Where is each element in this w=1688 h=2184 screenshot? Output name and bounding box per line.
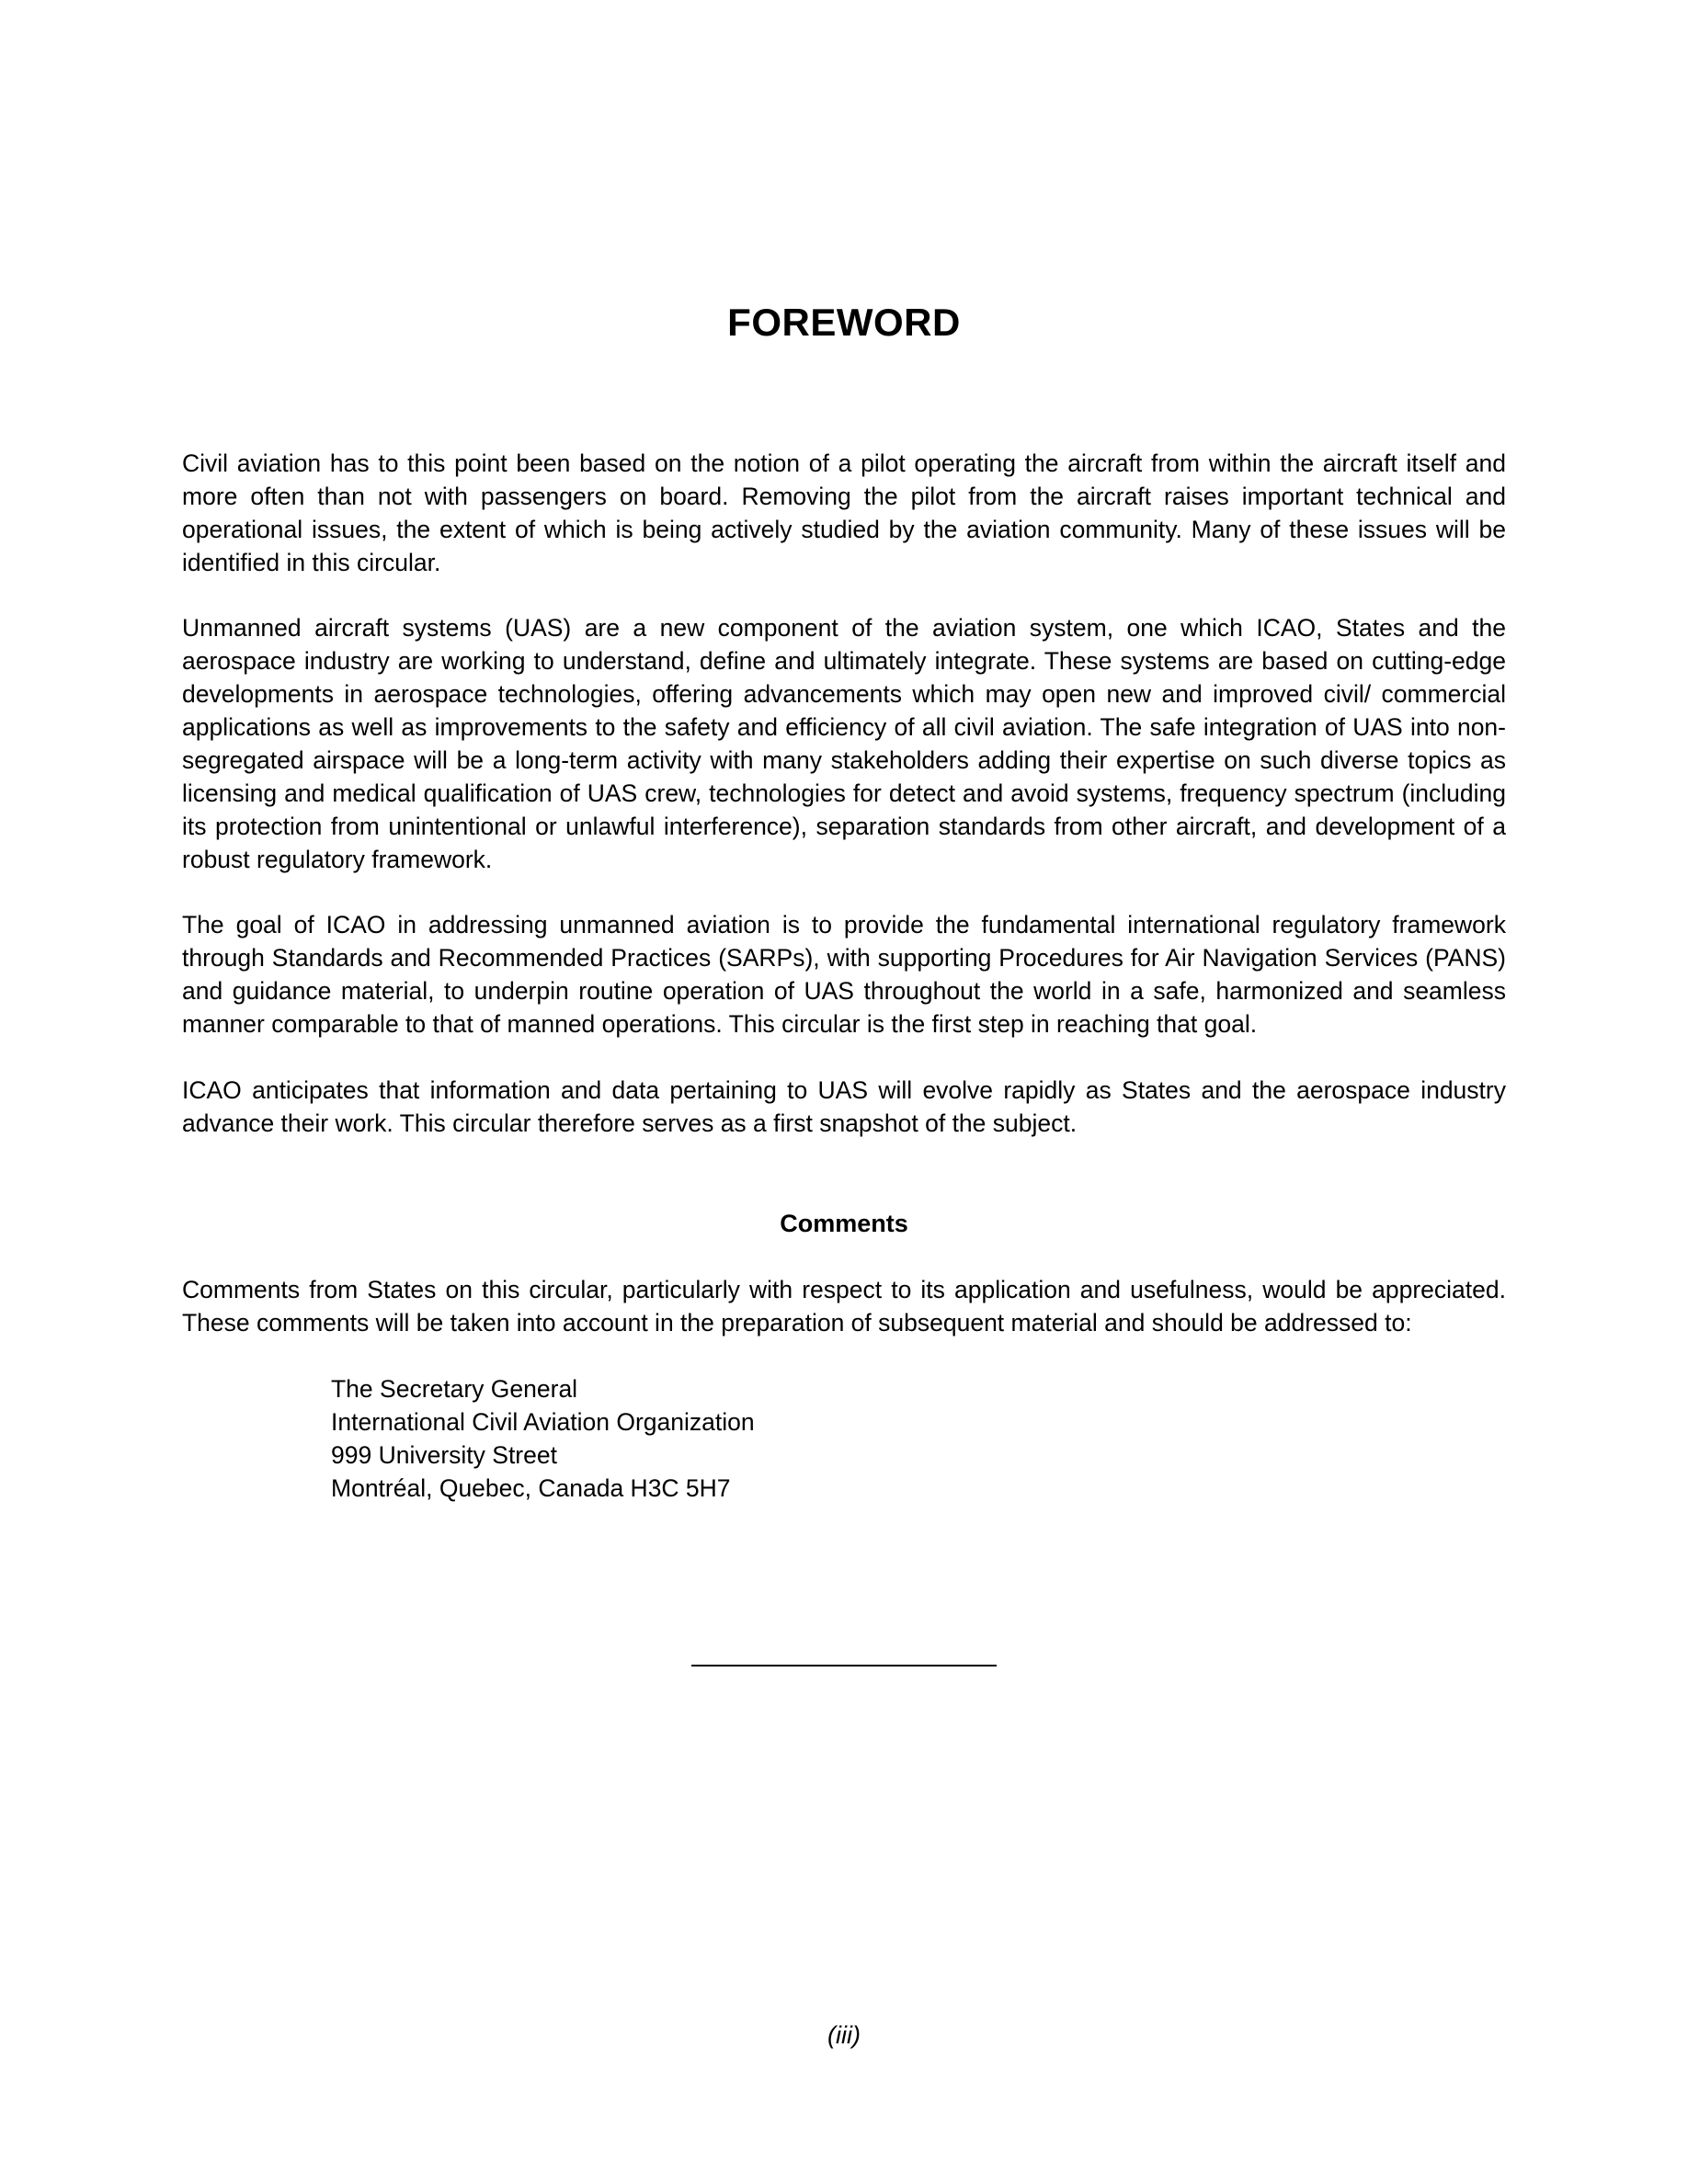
page-title: FOREWORD <box>727 301 961 344</box>
address-line-recipient: The Secretary General <box>331 1375 578 1403</box>
comments-heading: Comments <box>780 1210 908 1237</box>
mailing-address <box>331 1372 1158 1505</box>
paragraph-4: ICAO anticipates that information and data pertaining to UAS will evolve rapidly as States and the aerospace industry advance their work. This circular therefore serves as a first snapshot of the subject. <box>182 1076 1506 1137</box>
address-line-organization: International Civil Aviation Organization <box>331 1408 755 1436</box>
address-line-street: 999 University Street <box>331 1441 557 1469</box>
comments-paragraph: Comments from States on this circular, particularly with respect to its application and usefulness, would be appreciated. These comments will be taken into account in the preparation of subsequent material and should be addressed to: <box>182 1276 1506 1337</box>
paragraph-3: The goal of ICAO in addressing unmanned aviation is to provide the fundamental international regulatory framework through Standards and Recommended Practices (SARPs), with supporting Procedures for Air Navigation Services (PANS) and guidance material, to underpin routine operation of UAS throughout the world in a safe, harmonized and seamless manner comparable to that of manned operations. This circular is the first step in reaching that goal. <box>182 911 1506 1038</box>
paragraph-1: Civil aviation has to this point been based on the notion of a pilot operating the aircraft from within the aircraft itself and more often than not with passengers on board. Removing the pilot from the aircraft raises important technical and operational issues, the extent of which is being actively studied by the aviation community. Many of these issues will be identified in this circular. <box>182 449 1506 576</box>
address-line-city: Montréal, Quebec, Canada H3C 5H7 <box>331 1474 731 1502</box>
page-number: (iii) <box>827 2021 861 2049</box>
end-of-section-rule <box>691 1665 997 1666</box>
paragraph-2: Unmanned aircraft systems (UAS) are a new component of the aviation system, one which ICAO, States and the aerospace industry are working to understand, define and ultimately integrate. These systems are based on cutting-edge developments in aerospace technologies, offering advancements which may open new and improved civil/ commercial applications as well as improvements to the safety and efficiency of all civil aviation. The safe integration of UAS into non-segregated airspace will be a long-term activity with many stakeholders adding their expertise on such diverse topics as licensing and medical qualification of UAS crew, technologies for detect and avoid systems, frequency spectrum (including its protection from unintentional or unlawful interference), separation standards from other aircraft, and development of a robust regulatory framework. <box>182 614 1506 873</box>
